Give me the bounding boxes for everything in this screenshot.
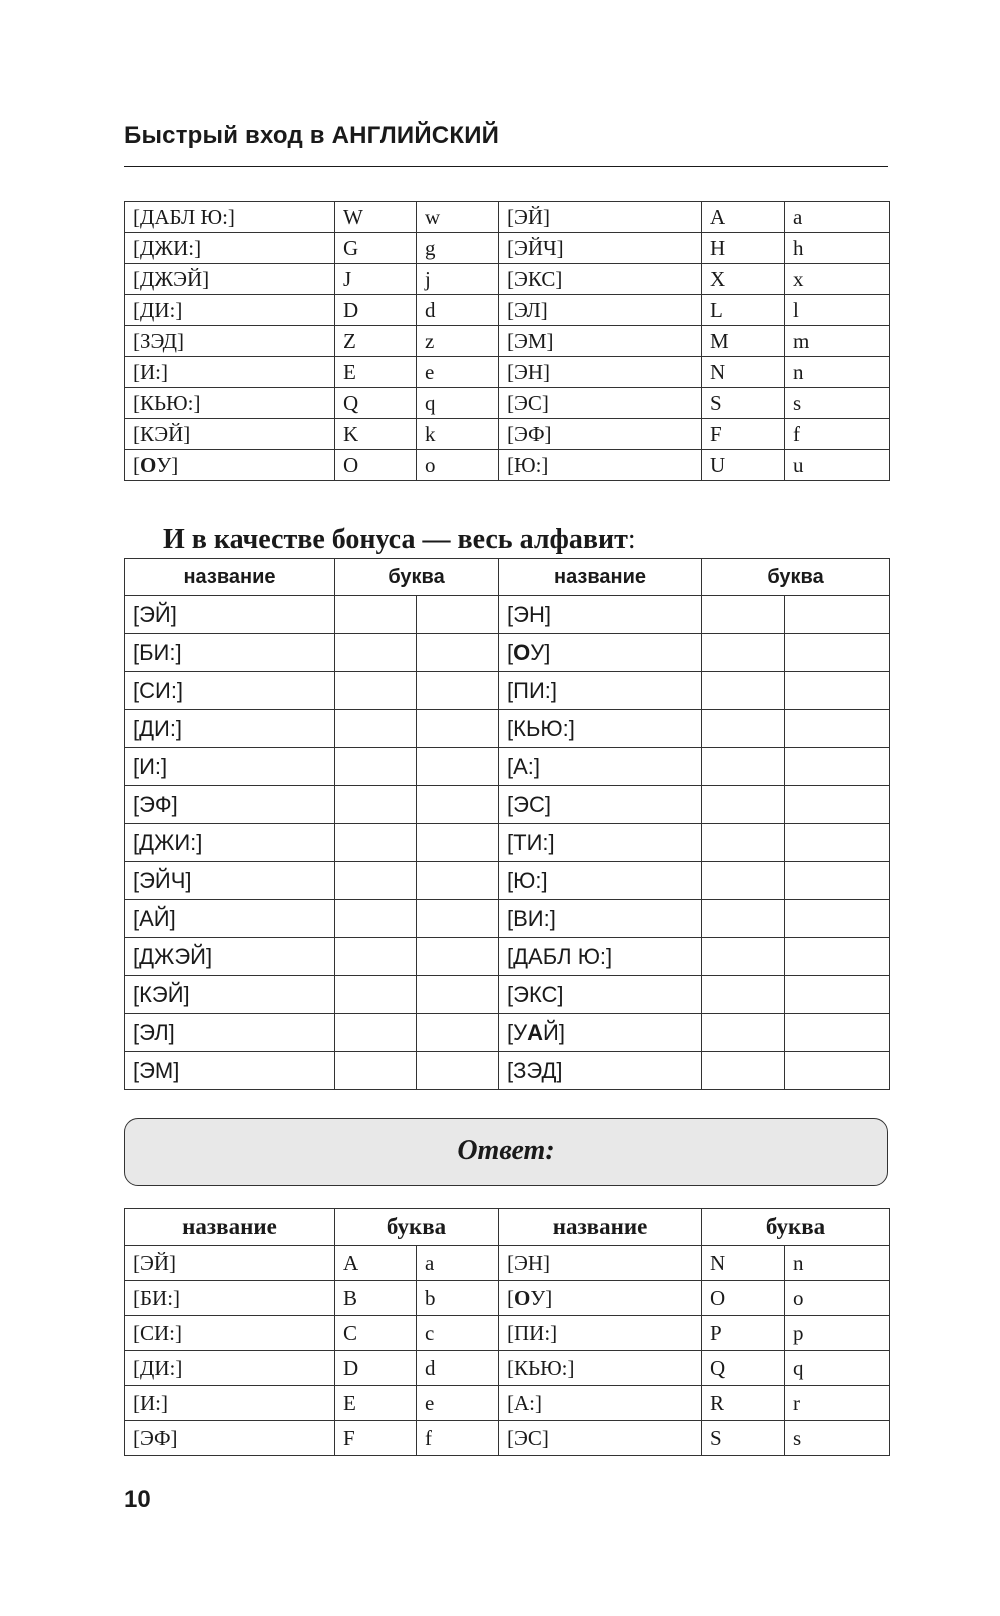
letter-name-right: [ЭН] (499, 357, 702, 388)
blank-lowercase-right (785, 1014, 890, 1052)
letter-name-left: [ДИ:] (125, 710, 335, 748)
blank-uppercase-right (702, 938, 785, 976)
answer-banner (124, 1118, 888, 1186)
table-row (125, 450, 890, 481)
lowercase-letter-right: h (785, 233, 890, 264)
letter-name-right: [ЭЙ] (499, 202, 702, 233)
blank-uppercase-left (335, 634, 417, 672)
table-row (125, 710, 890, 748)
blank-lowercase-right (785, 976, 890, 1014)
blank-lowercase-right (785, 824, 890, 862)
lowercase-letter-left: q (417, 388, 499, 419)
uppercase-letter-right: P (702, 1316, 785, 1351)
blank-lowercase-right (785, 938, 890, 976)
letter-name-left: [СИ:] (125, 1316, 335, 1351)
blank-lowercase-right (785, 1052, 890, 1090)
lowercase-letter-left: e (417, 1386, 499, 1421)
header-letter-left: буква (335, 559, 499, 596)
letter-name-left: [КЭЙ] (125, 976, 335, 1014)
blank-lowercase-right (785, 596, 890, 634)
lowercase-letter-left: c (417, 1316, 499, 1351)
uppercase-letter-left: B (335, 1281, 417, 1316)
lowercase-letter-right: o (785, 1281, 890, 1316)
table-row (125, 862, 890, 900)
lowercase-letter-right: n (785, 357, 890, 388)
lowercase-letter-right: a (785, 202, 890, 233)
uppercase-letter-right: M (702, 326, 785, 357)
blank-lowercase-right (785, 634, 890, 672)
table-row (125, 264, 890, 295)
lowercase-letter-right: u (785, 450, 890, 481)
letter-name-left: [БИ:] (125, 1281, 335, 1316)
letter-name-right: [ЭН] (499, 596, 702, 634)
letter-name-right: [ПИ:] (499, 1316, 702, 1351)
table-row (125, 1386, 890, 1421)
letter-name-right: [Ю:] (499, 862, 702, 900)
blank-lowercase-right (785, 900, 890, 938)
blank-lowercase-right (785, 748, 890, 786)
table-row (125, 900, 890, 938)
blank-lowercase-left (417, 938, 499, 976)
blank-uppercase-right (702, 710, 785, 748)
letter-name-right: [ОУ] (499, 1281, 702, 1316)
bonus-heading (163, 524, 636, 556)
table-row (125, 596, 890, 634)
lowercase-letter-right: f (785, 419, 890, 450)
table-row (125, 1421, 890, 1456)
blank-uppercase-left (335, 938, 417, 976)
uppercase-letter-left: Z (335, 326, 417, 357)
blank-uppercase-left (335, 786, 417, 824)
letter-name-right: [ЭС] (499, 1421, 702, 1456)
lowercase-letter-right: x (785, 264, 890, 295)
table-row (125, 748, 890, 786)
letter-name-right: [ВИ:] (499, 900, 702, 938)
header-name-left: название (125, 559, 335, 596)
letter-name-left: [И:] (125, 357, 335, 388)
uppercase-letter-right: A (702, 202, 785, 233)
uppercase-letter-right: N (702, 1246, 785, 1281)
table-row (125, 1281, 890, 1316)
lowercase-letter-right: s (785, 1421, 890, 1456)
table-row (125, 1246, 890, 1281)
letter-name-left: [КЬЮ:] (125, 388, 335, 419)
blank-uppercase-left (335, 596, 417, 634)
lowercase-letter-left: a (417, 1246, 499, 1281)
letter-name-left: [ЗЭД] (125, 326, 335, 357)
blank-uppercase-left (335, 672, 417, 710)
lowercase-letter-left: o (417, 450, 499, 481)
letter-name-right: [ЭЛ] (499, 295, 702, 326)
uppercase-letter-right: Q (702, 1351, 785, 1386)
uppercase-letter-left: C (335, 1316, 417, 1351)
header-name-right: название (499, 1209, 702, 1246)
lowercase-letter-right: l (785, 295, 890, 326)
blank-lowercase-right (785, 672, 890, 710)
table-row (125, 326, 890, 357)
bonus-title: И в качестве бонуса — весь алфавит (163, 524, 628, 555)
blank-lowercase-left (417, 976, 499, 1014)
blank-uppercase-right (702, 824, 785, 862)
blank-lowercase-right (785, 786, 890, 824)
blank-lowercase-left (417, 710, 499, 748)
table-header-row (125, 1209, 890, 1246)
blank-uppercase-left (335, 1014, 417, 1052)
alphabet-exercise-table (124, 558, 890, 1090)
blank-lowercase-left (417, 1052, 499, 1090)
table-row (125, 295, 890, 326)
lowercase-letter-left: j (417, 264, 499, 295)
lowercase-letter-right: p (785, 1316, 890, 1351)
uppercase-letter-right: S (702, 388, 785, 419)
lowercase-letter-right: n (785, 1246, 890, 1281)
letter-name-left: [ДАБЛ Ю:] (125, 202, 335, 233)
blank-uppercase-left (335, 710, 417, 748)
lowercase-letter-left: g (417, 233, 499, 264)
blank-uppercase-left (335, 976, 417, 1014)
blank-uppercase-right (702, 748, 785, 786)
letter-name-left: [ЭЙ] (125, 596, 335, 634)
table-row (125, 357, 890, 388)
lowercase-letter-left: z (417, 326, 499, 357)
blank-uppercase-right (702, 596, 785, 634)
letter-name-right: [ЭФ] (499, 419, 702, 450)
uppercase-letter-left: E (335, 357, 417, 388)
letter-name-right: [ПИ:] (499, 672, 702, 710)
uppercase-letter-right: H (702, 233, 785, 264)
blank-lowercase-left (417, 672, 499, 710)
blank-lowercase-left (417, 824, 499, 862)
lowercase-letter-left: w (417, 202, 499, 233)
uppercase-letter-right: S (702, 1421, 785, 1456)
letter-name-left: [ЭФ] (125, 1421, 335, 1456)
blank-lowercase-left (417, 596, 499, 634)
header-letter-right: буква (702, 559, 890, 596)
uppercase-letter-left: A (335, 1246, 417, 1281)
alphabet-table-mixed (124, 201, 890, 481)
bonus-colon: : (627, 524, 636, 555)
blank-uppercase-right (702, 900, 785, 938)
letter-name-right: [КЬЮ:] (499, 710, 702, 748)
letter-name-left: [ЭМ] (125, 1052, 335, 1090)
letter-name-right: [А:] (499, 748, 702, 786)
header-letter-left: буква (335, 1209, 499, 1246)
answer-table (124, 1208, 890, 1456)
blank-lowercase-right (785, 862, 890, 900)
letter-name-left: [ОУ] (125, 450, 335, 481)
uppercase-letter-left: J (335, 264, 417, 295)
lowercase-letter-right: m (785, 326, 890, 357)
letter-name-right: [ОУ] (499, 634, 702, 672)
blank-uppercase-left (335, 900, 417, 938)
letter-name-left: [ДИ:] (125, 1351, 335, 1386)
table-row (125, 1316, 890, 1351)
table-row (125, 824, 890, 862)
letter-name-left: [АЙ] (125, 900, 335, 938)
table-row (125, 1014, 890, 1052)
letter-name-left: [ДИ:] (125, 295, 335, 326)
lowercase-letter-left: k (417, 419, 499, 450)
letter-name-right: [ЗЭД] (499, 1052, 702, 1090)
uppercase-letter-right: N (702, 357, 785, 388)
answer-label: Ответ: (457, 1135, 555, 1166)
uppercase-letter-right: L (702, 295, 785, 326)
letter-name-left: [ДЖИ:] (125, 824, 335, 862)
blank-uppercase-right (702, 634, 785, 672)
letter-name-right: [ЭЙЧ] (499, 233, 702, 264)
uppercase-letter-left: D (335, 1351, 417, 1386)
table-row (125, 233, 890, 264)
blank-lowercase-left (417, 786, 499, 824)
uppercase-letter-right: X (702, 264, 785, 295)
letter-name-left: [ЭЛ] (125, 1014, 335, 1052)
blank-uppercase-left (335, 824, 417, 862)
letter-name-left: [БИ:] (125, 634, 335, 672)
letter-name-right: [А:] (499, 1386, 702, 1421)
lowercase-letter-left: d (417, 295, 499, 326)
table-row (125, 634, 890, 672)
uppercase-letter-left: O (335, 450, 417, 481)
blank-lowercase-right (785, 710, 890, 748)
letter-name-right: [ДАБЛ Ю:] (499, 938, 702, 976)
uppercase-letter-left: F (335, 1421, 417, 1456)
blank-uppercase-left (335, 862, 417, 900)
letter-name-right: [ЭКС] (499, 976, 702, 1014)
header-name-right: название (499, 559, 702, 596)
letter-name-right: [ТИ:] (499, 824, 702, 862)
letter-name-left: [ДЖЭЙ] (125, 264, 335, 295)
letter-name-left: [КЭЙ] (125, 419, 335, 450)
letter-name-left: [ЭФ] (125, 786, 335, 824)
letter-name-left: [И:] (125, 748, 335, 786)
blank-lowercase-left (417, 1014, 499, 1052)
lowercase-letter-left: b (417, 1281, 499, 1316)
letter-name-left: [ДЖЭЙ] (125, 938, 335, 976)
table-row (125, 672, 890, 710)
uppercase-letter-left: K (335, 419, 417, 450)
lowercase-letter-left: f (417, 1421, 499, 1456)
table-row (125, 786, 890, 824)
blank-uppercase-left (335, 1052, 417, 1090)
table-row (125, 388, 890, 419)
table-row (125, 202, 890, 233)
uppercase-letter-right: F (702, 419, 785, 450)
letter-name-left: [ЭЙЧ] (125, 862, 335, 900)
blank-uppercase-left (335, 748, 417, 786)
table-header-row (125, 559, 890, 596)
lowercase-letter-left: e (417, 357, 499, 388)
blank-lowercase-left (417, 634, 499, 672)
letter-name-right: [ЭМ] (499, 326, 702, 357)
letter-name-left: [ЭЙ] (125, 1246, 335, 1281)
header-rule (124, 166, 888, 167)
blank-uppercase-right (702, 862, 785, 900)
header-letter-right: буква (702, 1209, 890, 1246)
blank-lowercase-left (417, 862, 499, 900)
blank-lowercase-left (417, 748, 499, 786)
uppercase-letter-right: R (702, 1386, 785, 1421)
blank-uppercase-right (702, 1052, 785, 1090)
letter-name-right: [ЭКС] (499, 264, 702, 295)
uppercase-letter-right: O (702, 1281, 785, 1316)
table-row (125, 938, 890, 976)
uppercase-letter-left: D (335, 295, 417, 326)
lowercase-letter-right: s (785, 388, 890, 419)
table-row (125, 1351, 890, 1386)
letter-name-left: [ДЖИ:] (125, 233, 335, 264)
blank-uppercase-right (702, 1014, 785, 1052)
letter-name-left: [И:] (125, 1386, 335, 1421)
letter-name-right: [Ю:] (499, 450, 702, 481)
blank-uppercase-right (702, 786, 785, 824)
letter-name-right: [ЭН] (499, 1246, 702, 1281)
blank-uppercase-right (702, 976, 785, 1014)
letter-name-right: [ЭС] (499, 786, 702, 824)
lowercase-letter-right: r (785, 1386, 890, 1421)
blank-uppercase-right (702, 672, 785, 710)
running-header: Быстрый вход в АНГЛИЙСКИЙ (124, 122, 500, 149)
uppercase-letter-left: E (335, 1386, 417, 1421)
header-name-left: название (125, 1209, 335, 1246)
table-row (125, 1052, 890, 1090)
table-row (125, 419, 890, 450)
page-number: 10 (124, 1486, 151, 1513)
letter-name-right: [ЭС] (499, 388, 702, 419)
table-row (125, 976, 890, 1014)
blank-lowercase-left (417, 900, 499, 938)
uppercase-letter-left: G (335, 233, 417, 264)
uppercase-letter-left: W (335, 202, 417, 233)
uppercase-letter-right: U (702, 450, 785, 481)
uppercase-letter-left: Q (335, 388, 417, 419)
letter-name-left: [СИ:] (125, 672, 335, 710)
letter-name-right: [УАЙ] (499, 1014, 702, 1052)
letter-name-right: [КЬЮ:] (499, 1351, 702, 1386)
lowercase-letter-right: q (785, 1351, 890, 1386)
lowercase-letter-left: d (417, 1351, 499, 1386)
